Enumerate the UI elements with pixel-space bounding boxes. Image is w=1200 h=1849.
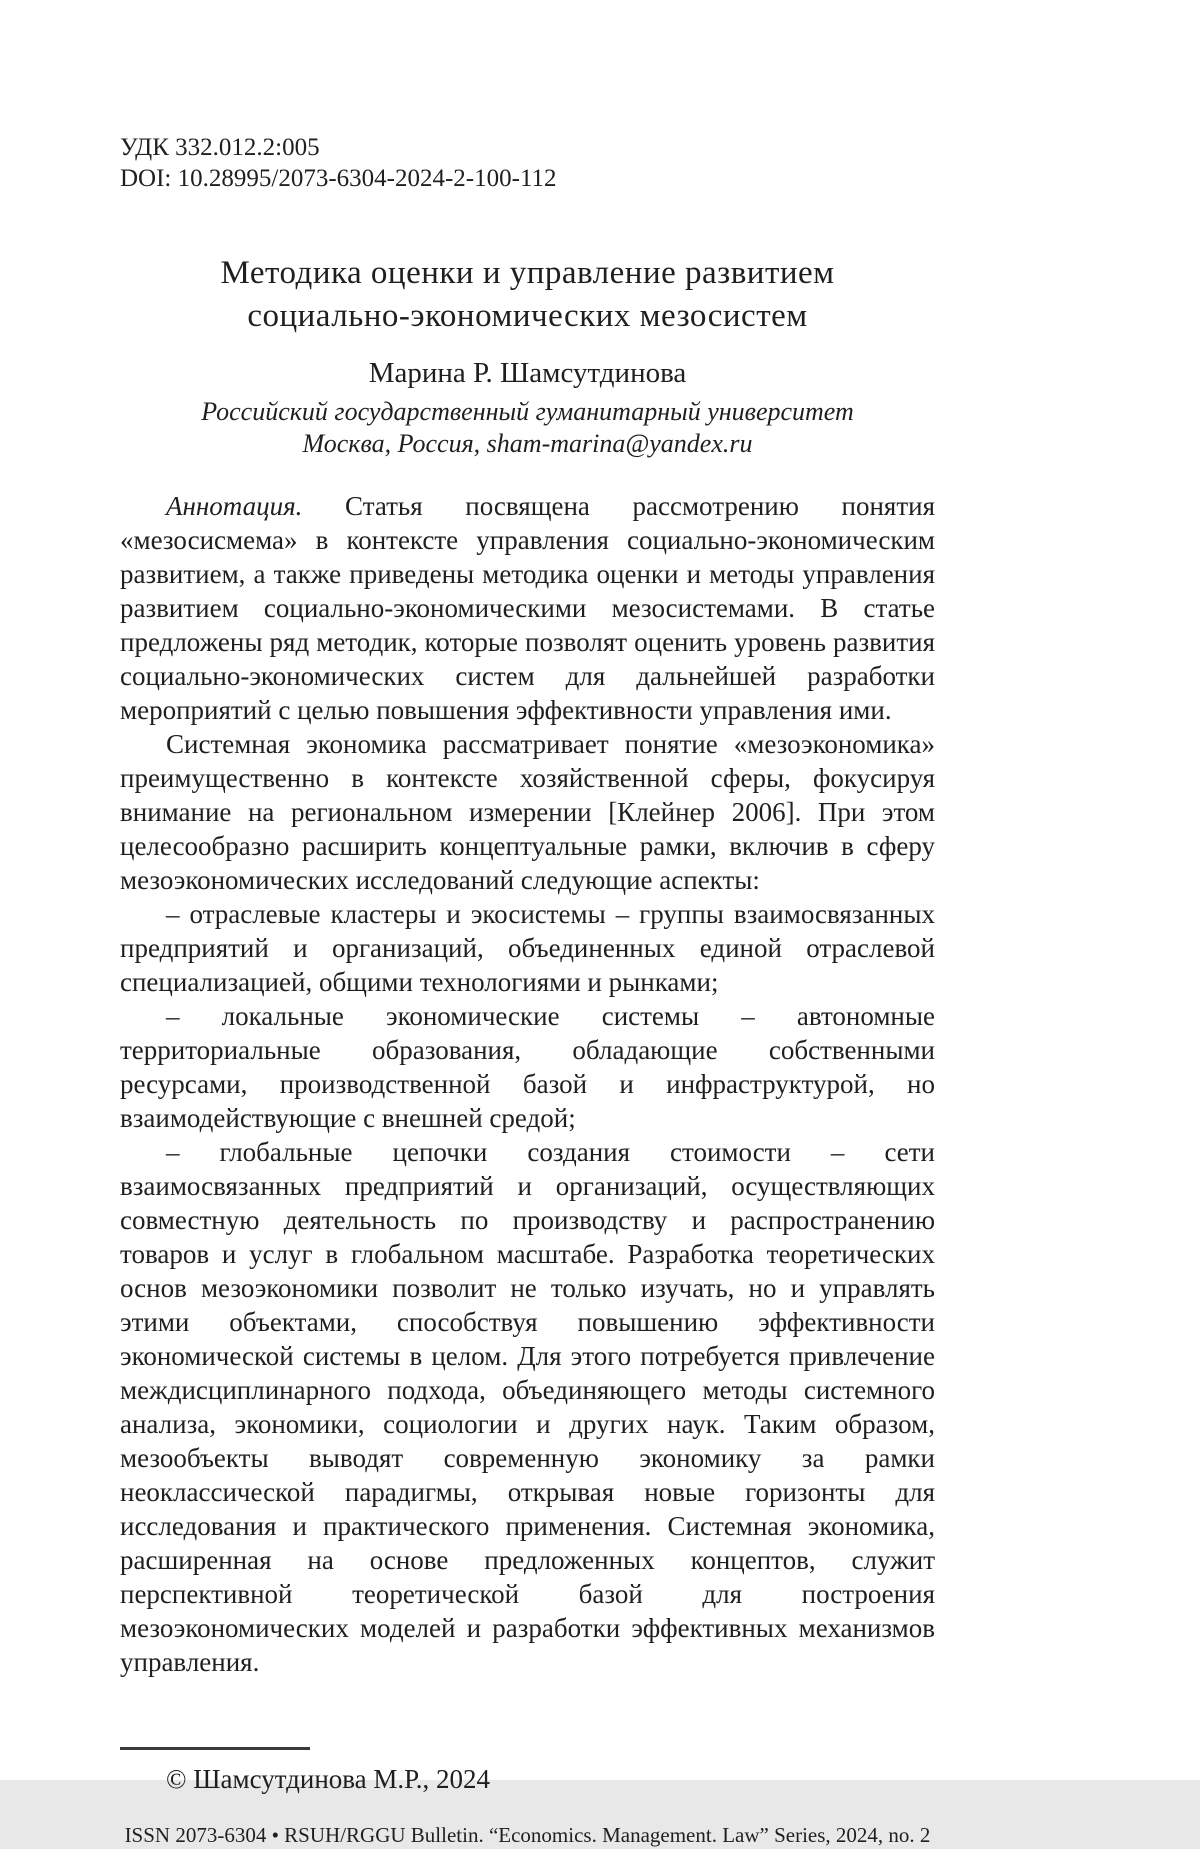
journal-issn-line: ISSN 2073-6304 • RSUH/RGGU Bulletin. “Economics. Management. Law” Series, 2024, no. 2 <box>124 1823 931 1847</box>
copyright-line: © Шамсутдинова М.Р., 2024 <box>166 1764 491 1794</box>
author-name: Марина Р. Шамсутдинова <box>368 357 687 389</box>
abstract-label: Аннотация. <box>166 491 303 521</box>
article-body <box>120 489 935 1679</box>
footnote-divider <box>120 1747 310 1750</box>
page-footer <box>120 1747 935 1849</box>
body-paragraph-bullet: – глобальные цепочки создания стоимости – сети взаимосвязанных предприятий и организаций, осуществляющих совместную деятельность по производству и распространению товаров и услуг в глобальном масштабе. Разработка теоретических основ мезоэкономики позволит не только изучать, но и управлять этими объектами, способствуя повышению эффективности экономической системы в целом. Для этого потребуется привлечение междисциплинарного подхода, объединяющего методы системного анализа, экономики, социологии и других наук. Таким образом, мезообъекты выводят современную экономику за рамки неоклассической парадигмы, открывая новые горизонты для исследования и практического применения. Системная экономика, расширенная на основе предложенных концептов, служит перспективной теоретической базой для построения мезоэкономических моделей и разработки эффективных механизмов управления. <box>120 1137 935 1677</box>
affiliation-city-email: Москва, Россия, sham-marina@yandex.ru <box>302 429 753 458</box>
author-affiliation <box>120 396 935 460</box>
body-paragraph: Системная экономика рассматривает понятие «мезоэкономика» преимущественно в контексте хозяйственной сферы, фокусируя внимание на региональном измерении [Клейнер 2006]. При этом целесообразно расширить концептуальные рамки, включив в сферу мезоэкономических исследований следующие аспекты: <box>120 729 935 895</box>
udc-number: УДК 332.012.2:005 <box>120 134 320 161</box>
abstract-paragraph <box>120 489 935 727</box>
article-title <box>120 252 935 338</box>
body-paragraph-bullet: – отраслевые кластеры и экосистемы – группы взаимосвязанных предприятий и организаций, объединенных единой отраслевой специализацией, общими технологиями и рынками; <box>120 899 935 997</box>
doi-number: DOI: 10.28995/2073-6304-2024-2-100-112 <box>120 165 557 192</box>
article-meta <box>120 132 935 194</box>
abstract-text: Статья посвящена рассмотрению понятия «мезосисмема» в контексте управления социально-экономическим развитием, а также приведены методика оценки и методы управления развитием социально-экономическими мезосистемами. В статье предложены ряд методик, которые позволят оценить уровень развития социально-экономических систем для дальнейшей разработки мероприятий с целью повышения эффективности управления ими. <box>120 491 935 725</box>
affiliation-university: Российский государственный гуманитарный университет <box>201 397 854 426</box>
article-title-line2: социально-экономических мезосистем <box>247 298 808 334</box>
article-title-line1: Методика оценки и управление развитием <box>220 255 835 291</box>
body-paragraph-bullet: – локальные экономические системы – автономные территориальные образования, обладающие собственными ресурсами, производственной базой и инфраструктурой, но взаимодействующие с внешней средой; <box>120 1001 935 1133</box>
